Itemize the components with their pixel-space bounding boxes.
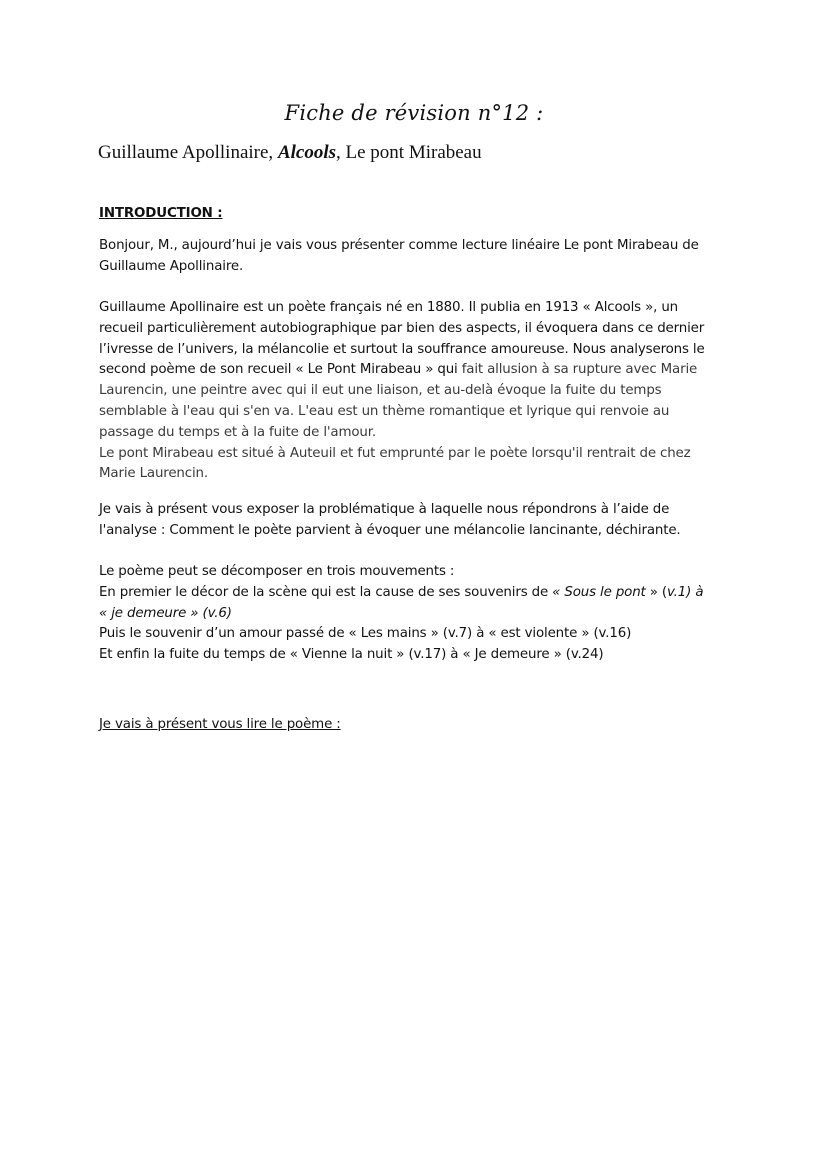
paragraph-line: semblable à l'eau qui s'en va. L'eau est un thème romantique et lyrique qui renvoie au bbox=[99, 403, 670, 419]
paragraph-segment: second poème de son recueil « Le Pont Mirabeau » qui bbox=[99, 362, 458, 378]
subtitle-poem: , Le pont Mirabeau bbox=[336, 142, 482, 163]
paragraph-segment: » ( bbox=[645, 584, 667, 600]
reference-segment: v.1) à bbox=[667, 584, 704, 600]
subtitle-author: Guillaume Apollinaire, bbox=[98, 142, 274, 163]
subtitle bbox=[98, 140, 482, 166]
paragraph-line: Bonjour, M., aujourd’hui je vais vous présenter comme lecture linéaire Le pont Mirabeau de bbox=[99, 238, 699, 253]
paragraph-segment: fait allusion à sa rupture avec Marie bbox=[457, 362, 698, 378]
movement-3: Et enfin la fuite du temps de « Vienne la nuit » (v.17) à « Je demeure » (v.24) bbox=[99, 647, 604, 663]
closing-block bbox=[99, 715, 739, 736]
closing-line: Je vais à présent vous lire le poème : bbox=[99, 717, 341, 732]
paragraph-line: Guillaume Apollinaire est un poète français né en 1880. Il publia en 1913 « Alcools », un bbox=[99, 300, 678, 315]
paragraph-greeting bbox=[99, 236, 739, 278]
movement-1-continued: « je demeure » (v.6) bbox=[99, 605, 232, 621]
paragraph-line: Guillaume Apollinaire. bbox=[99, 258, 244, 274]
introduction-heading-block bbox=[99, 204, 739, 225]
paragraph-line: passage du temps et à la fuite de l'amour. bbox=[99, 424, 376, 440]
subtitle-work: Alcools bbox=[277, 142, 336, 163]
paragraph-context bbox=[99, 298, 739, 485]
page-title: Fiche de révision n°12 : bbox=[284, 101, 544, 125]
paragraph-line: Marie Laurencin. bbox=[99, 466, 208, 482]
movement-2: Puis le souvenir d’un amour passé de « Les mains » (v.7) à « est violente » (v.16) bbox=[99, 626, 632, 642]
paragraph-movements bbox=[99, 562, 739, 666]
paragraph-line: l’ivresse de l’univers, la mélancolie et surtout la souffrance amoureuse. Nous analyserons le bbox=[99, 341, 705, 357]
paragraph-line bbox=[99, 360, 739, 381]
movement-1 bbox=[99, 583, 739, 604]
paragraph-segment: En premier le décor de la scène qui est la cause de ses souvenirs de bbox=[99, 584, 553, 600]
introduction-heading: INTRODUCTION : bbox=[99, 206, 223, 221]
paragraph-line: Le poème peut se décomposer en trois mouvements : bbox=[99, 564, 455, 579]
paragraph-line: recueil particulièrement autobiographique par bien des aspects, il évoquera dans ce dernier bbox=[99, 320, 705, 336]
quote-segment: « Sous le pont bbox=[552, 584, 646, 600]
paragraph-line: Le pont Mirabeau est situé à Auteuil et fut emprunté par le poète lorsqu'il rentrait de chez bbox=[99, 445, 691, 461]
paragraph-problematique bbox=[99, 500, 739, 542]
paragraph-line: Je vais à présent vous exposer la problématique à laquelle nous répondrons à l’aide de bbox=[99, 502, 670, 517]
paragraph-line: Laurencin, une peintre avec qui il eut une liaison, et au-delà évoque la fuite du temps bbox=[99, 383, 662, 399]
paragraph-line: l'analyse : Comment le poète parvient à évoquer une mélancolie lancinante, déchirante. bbox=[99, 522, 681, 538]
